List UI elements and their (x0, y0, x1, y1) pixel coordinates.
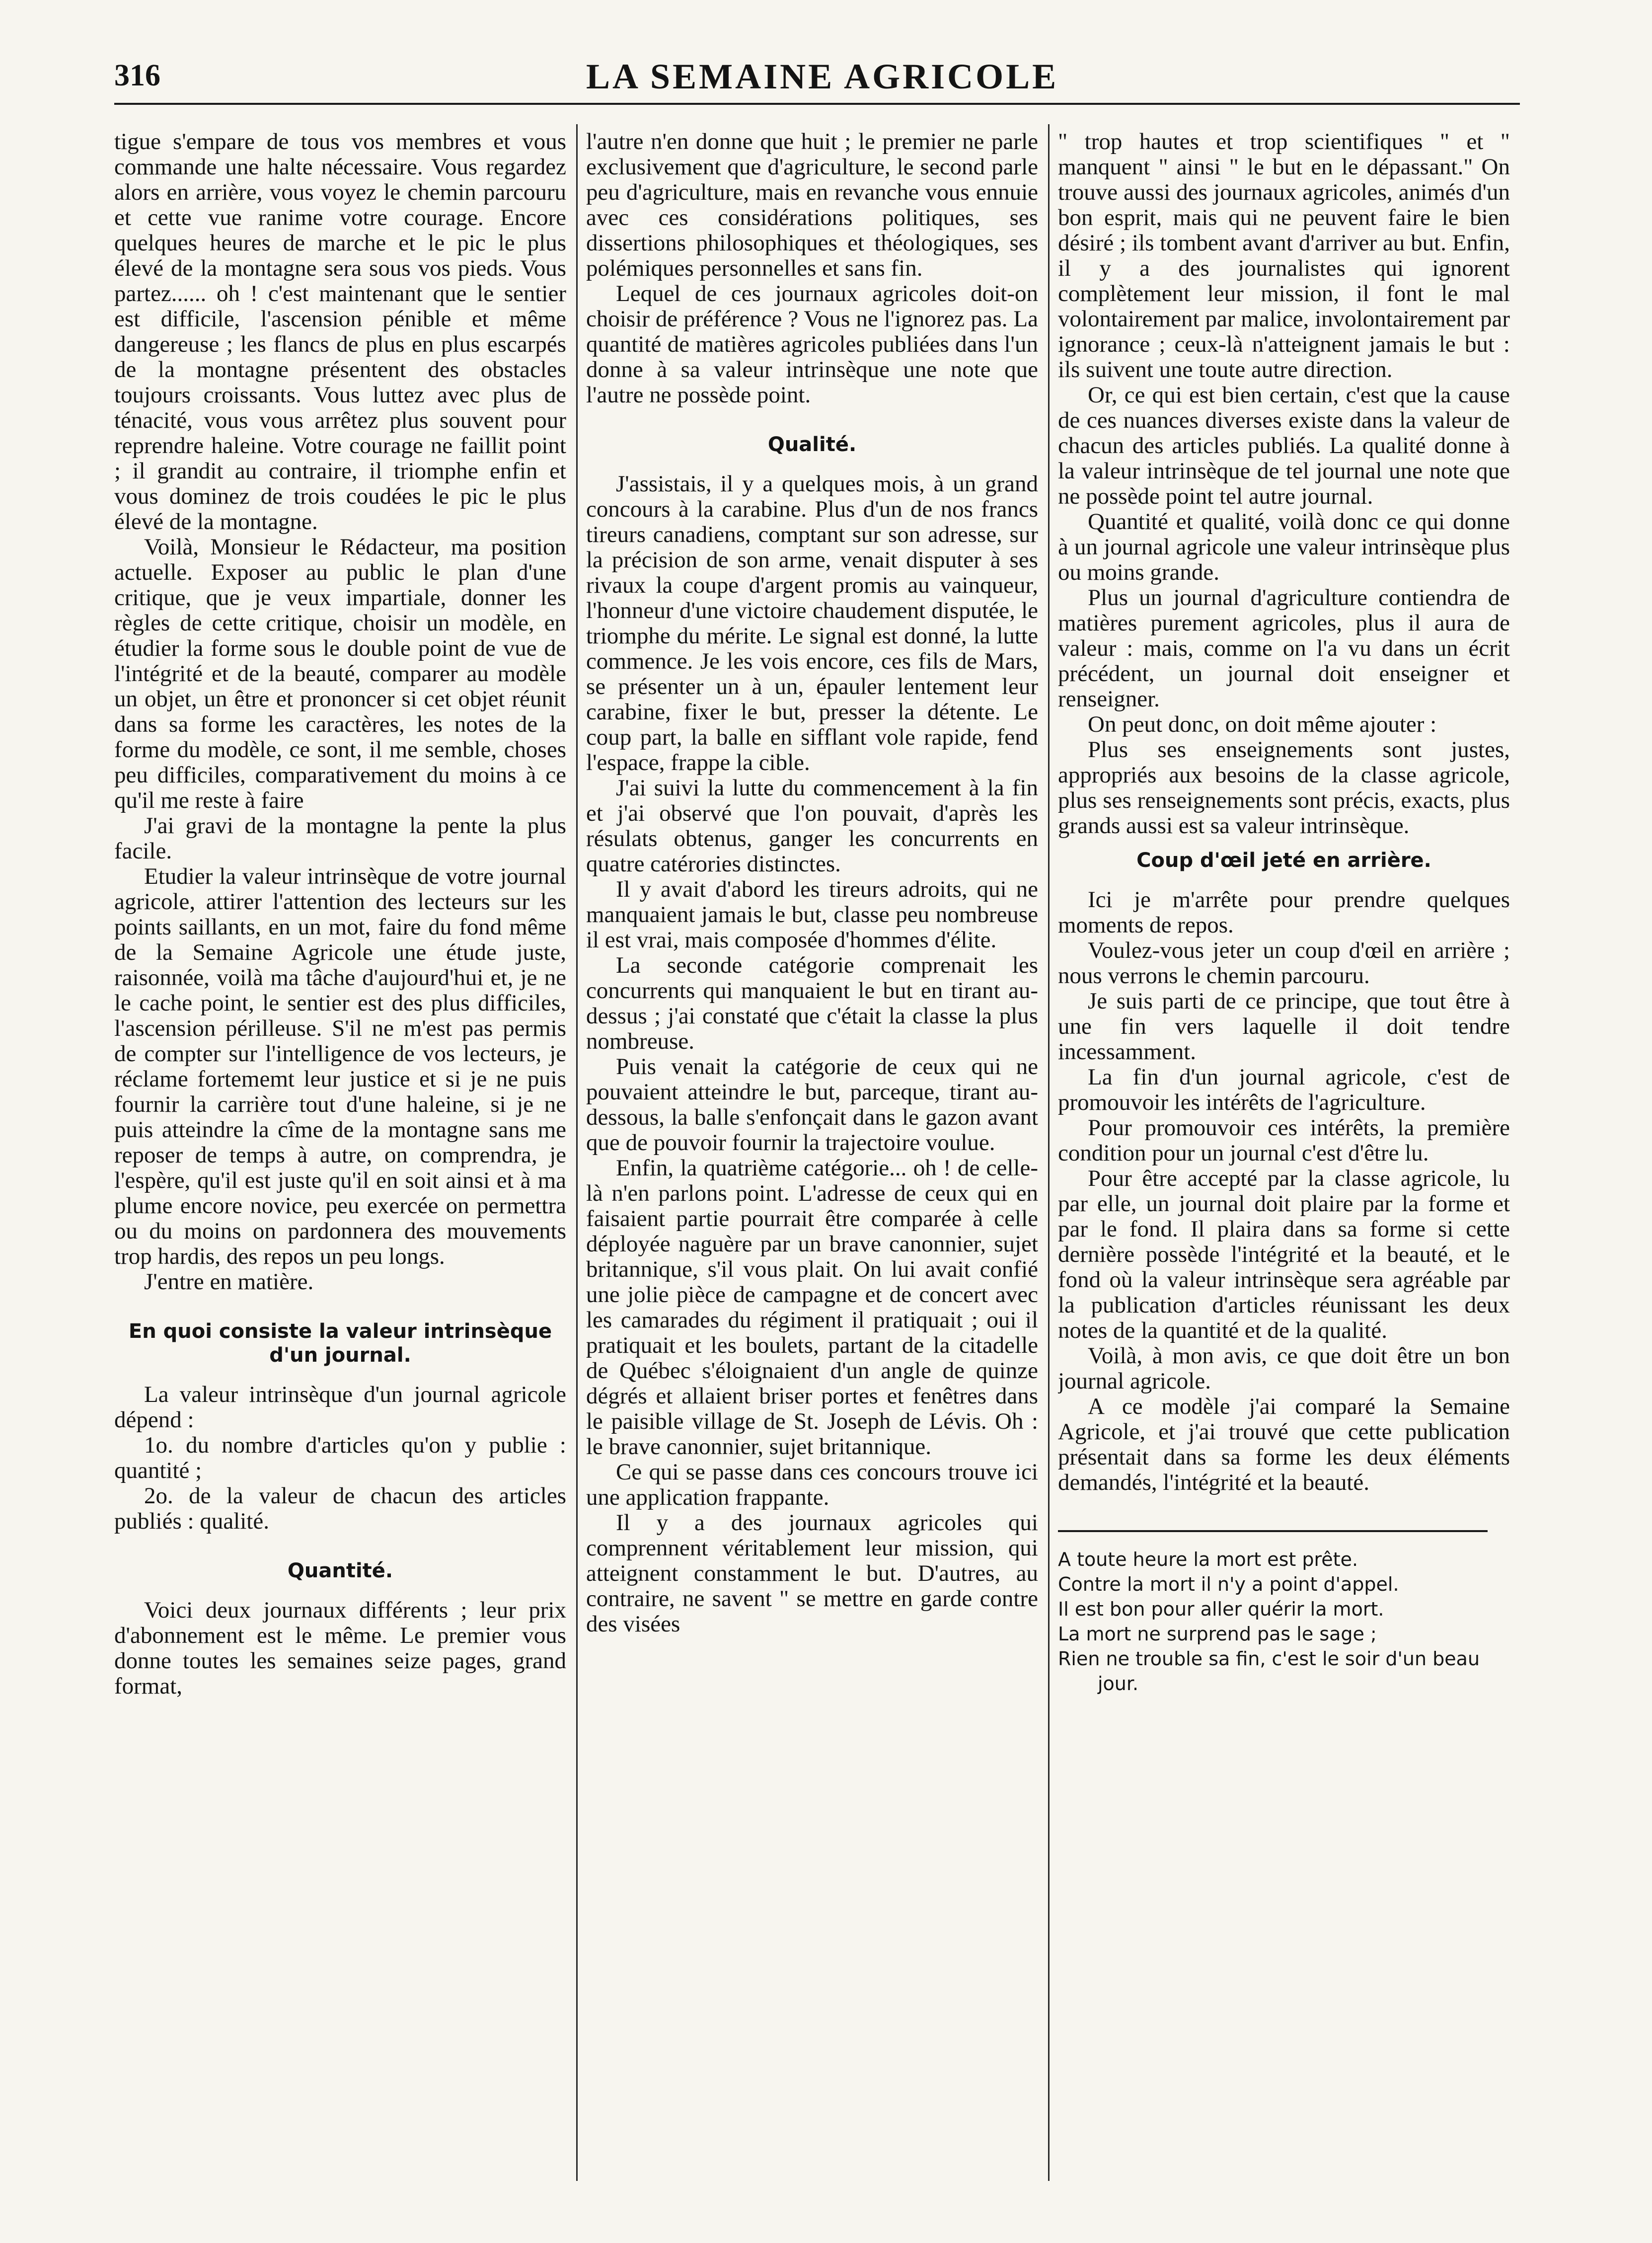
paragraph: Voilà, à mon avis, ce que doit être un bon journal agricole. (1058, 1343, 1510, 1394)
paragraph: La fin d'un journal agricole, c'est de promouvoir les intérêts de l'agriculture. (1058, 1064, 1510, 1115)
paragraph: Pour promouvoir ces intérêts, la première condition pour un journal c'est d'être lu. (1058, 1115, 1510, 1166)
column-divider-2 (1048, 124, 1050, 2181)
paragraph: On peut donc, on doit même ajouter : (1088, 711, 1437, 737)
column-2 (586, 129, 1038, 2181)
paragraph: " trop hautes et trop scientifiques " et " manquent " ainsi " le but en le dépassant." On trouve aussi des journaux agricoles, animés d'un bon esprit, mais qui ne peuvent faire le bien désiré ; ils tombent avant d'arriver au but. Enfin, il y a des journalistes qui ignorent complètement leur mission, il font le mal volontairement par malice, involontairement par ignorance ; ceux-là n'atteignent jamais le but : ils suivent une toute autre direction. (1058, 129, 1510, 383)
page-number: 316 (114, 59, 160, 92)
paragraph: Ce qui se passe dans ces concours trouve ici une application frappante. (586, 1459, 1038, 1510)
paragraph: Voici deux journaux différents ; leur prix d'abonnement est le même. Le premier vous donne toutes les semaines seize pages, grand format, (114, 1597, 566, 1699)
paragraph: Je suis parti de ce principe, que tout être à une fin vers laquelle il doit tendre incessamment. (1058, 988, 1510, 1065)
poem-line: Rien ne trouble sa fin, c'est le soir d'un beau (1058, 1648, 1480, 1670)
paragraph: Puis venait la catégorie de ceux qui ne pouvaient atteindre le but, parceque, tirant au-dessous, la balle s'enfonçait dans le gazon avant que de pouvoir fournir la trajectoire voulue. (586, 1054, 1038, 1156)
paragraph: Quantité et qualité, voilà donc ce qui donne à un journal agricole une valeur intrinsèque plus ou moins grande. (1058, 509, 1510, 585)
paragraph: Lequel de ces journaux agricoles doit-on choisir de préférence ? Vous ne l'ignorez pas. La quantité de matières agricoles publiées dans l'un donne à sa valeur intrinsèque une note que l'autre ne possède point. (586, 281, 1038, 408)
column-1 (114, 129, 566, 2181)
paragraph: l'autre n'en donne que huit ; le premier ne parle exclusivement que d'agriculture, le second parle peu d'agriculture, mais en revanche vous ennuie avec ces considérations politiques, ses dissertions philosophiques et théologiques, ses polémiques personnelles et sans fin. (586, 129, 1038, 281)
paragraph: Plus un journal d'agriculture contiendra de matières purement agricoles, plus il aura de valeur : mais, comme on l'a vu dans un écrit précédent, un journal doit enseigner et renseigner. (1058, 585, 1510, 712)
paragraph: Il y a des journaux agricoles qui comprennent véritablement leur mission, qui atteignent constamment le but. D'autres, au contraire, ne savent " se mettre en garde contre des visées (586, 1510, 1038, 1637)
paragraph: Pour être accepté par la classe agricole, lu par elle, un journal doit plaire par la forme et par le fond. Il plaira dans sa forme si cette dernière possède l'intégrité et la beauté, et le fond où la valeur intrinsèque sera agréable par la publication d'articles réunissant les deux notes de la quantité et de la qualité. (1058, 1165, 1510, 1343)
paragraph: J'ai gravi de la montagne la pente la plus facile. (114, 813, 566, 864)
paragraph: La valeur intrinsèque d'un journal agricole dépend : (114, 1382, 566, 1433)
poem-line: La mort ne surprend pas le sage ; (1058, 1623, 1377, 1645)
poem-line: jour. (1098, 1673, 1139, 1695)
paragraph: J'entre en matière. (144, 1269, 314, 1295)
paragraph: Voulez-vous jeter un coup d'œil en arrière ; nous verrons le chemin parcouru. (1058, 937, 1510, 989)
paragraph: Enfin, la quatrième catégorie... oh ! de celle-là n'en parlons point. L'adresse de ceux qui en faisaient partie pourrait être comparée à celle déployée naguère par un brave canonnier, sujet britannique, s'il vous plait. On lui avait confié une jolie pièce de campagne et de concert avec les camarades du régiment il pratiquait ; oui il pratiquait et les boulets, partant de la citadelle de Québec s'éloignaient d'un angle de quinze dégrés et allaient briser portes et fenêtres dans le paisible village de St. Joseph de Lévis. Oh : le brave canonnier, sujet britannique. (586, 1155, 1038, 1460)
poem (1058, 1547, 1510, 1696)
paragraph: Etudier la valeur intrinsèque de votre journal agricole, attirer l'attention des lecteurs sur les points saillants, en un mot, faire du fond même de la Semaine Agricole une étude juste, raisonnée, voilà ma tâche d'aujourd'hui et, je ne le cache point, le sentier est des plus difficiles, l'ascension périlleuse. S'il ne m'est pas permis de compter sur l'intelligence de vos lecteurs, je réclame fortememt leur justice et si je ne puis fournir la carrière tout d'une haleine, si je ne puis atteindre la cîme de la montagne sans me reposer de temps à autre, on comprendra, je l'espère, qu'il est juste qu'il en soit ainsi et à ma plume encore novice, peu exercée on permettra ou du moins on pardonnera des mouvements trop hardis, des repos un peu longs. (114, 863, 566, 1269)
paragraph: La seconde catégorie comprenait les concurrents qui manquaient le but en tirant au-dessus ; j'ai constaté que c'était la classe la plus nombreuse. (586, 952, 1038, 1054)
column-divider-1 (576, 124, 578, 2181)
poem-line: Contre la mort il n'y a point d'appel. (1058, 1573, 1399, 1595)
paragraph: J'ai suivi la lutte du commencement à la fin et j'ai observé que l'on pouvait, d'après les résulats obtenus, ganger les concurrents en quatre catérories distinctes. (586, 775, 1038, 877)
journal-title: LA SEMAINE AGRICOLE (586, 57, 1059, 96)
page-header (114, 47, 1520, 107)
paragraph: A ce modèle j'ai comparé la Semaine Agricole, et j'ai trouvé que cette publication présentait dans sa forme les deux éléments demandés, l'intégrité et la beauté. (1058, 1393, 1510, 1495)
header-rule (114, 103, 1520, 105)
paragraph: Il y avait d'abord les tireurs adroits, qui ne manquaient jamais le but, classe peu nombreuse il est vrai, mais composée d'hommes d'élite. (586, 876, 1038, 953)
column-3 (1058, 129, 1510, 2181)
section-heading: En quoi consiste la valeur intrinsèque d'un journal. (128, 1320, 552, 1367)
section-heading: Quantité. (287, 1559, 393, 1582)
paragraph: Ici je m'arrête pour prendre quelques moments de repos. (1058, 887, 1510, 938)
poem-line: A toute heure la mort est prête. (1058, 1548, 1358, 1570)
section-heading: Coup d'œil jeté en arrière. (1136, 849, 1431, 872)
list-item: 1o. du nombre d'articles qu'on y publie : quantité ; (114, 1432, 566, 1483)
paragraph: Or, ce qui est bien certain, c'est que la cause de ces nuances diverses existe dans la valeur de chacun des articles publiés. La qualité donne à la valeur intrinsèque de tel journal une note que ne possède point tel autre journal. (1058, 382, 1510, 509)
paragraph: tigue s'empare de tous vos membres et vous commande une halte nécessaire. Vous regardez alors en arrière, vous voyez le chemin parcouru et cette vue ranime votre courage. Encore quelques heures de marche et le pic le plus élevé de la montagne sera sous vos pieds. Vous partez...... oh ! c'est maintenant que le sentier est difficile, l'ascension pénible et même dangereuse ; les flancs de plus en plus escarpés de la montagne présentent des obstacles toujours croissants. Vous luttez avec plus de ténacité, vous vous arrêtez plus souvent pour reprendre haleine. Votre courage ne faillit point ; il grandit au contraire, il triomphe enfin et vous dominez de trois coudées le pic le plus élevé de la montagne. (114, 129, 566, 535)
paragraph: Plus ses enseignements sont justes, appropriés aux besoins de la classe agricole, plus ses renseignements sont précis, exacts, plus grands aussi est sa valeur intrinsèque. (1058, 737, 1510, 839)
list-item: 2o. de la valeur de chacun des articles publiés : qualité. (114, 1483, 566, 1534)
paragraph: Voilà, Monsieur le Rédacteur, ma position actuelle. Exposer au public le plan d'une critique, que je veux impartiale, donner les règles de cette critique, choisir un modèle, en étudier la forme sous le double point de vue de l'intégrité et de la beauté, comparer au modèle un objet, un être et prononcer si cet objet réunit dans sa forme les caractères, les notes de la forme du modèle, ce sont, il me semble, choses peu difficiles, comparativement du moins à ce qu'il me reste à faire (114, 534, 566, 813)
poem-separator (1058, 1530, 1488, 1532)
poem-line: Il est bon pour aller quérir la mort. (1058, 1598, 1384, 1620)
paragraph: J'assistais, il y a quelques mois, à un grand concours à la carabine. Plus d'un de nos francs tireurs canadiens, comptant sur son adresse, sur la précision de son arme, venait disputer à ses rivaux la coupe d'argent promis au vainqueur, l'honneur d'une victoire chaudement disputée, le triomphe du mérite. Le signal est donné, la lutte commence. Je les vois encore, ces fils de Mars, se présenter un à un, épauler lentement leur carabine, fixer le but, presser la détente. Le coup part, la balle en sifflant vole rapide, fend l'espace, frappe la cible. (586, 471, 1038, 775)
section-heading: Qualité. (767, 433, 857, 456)
